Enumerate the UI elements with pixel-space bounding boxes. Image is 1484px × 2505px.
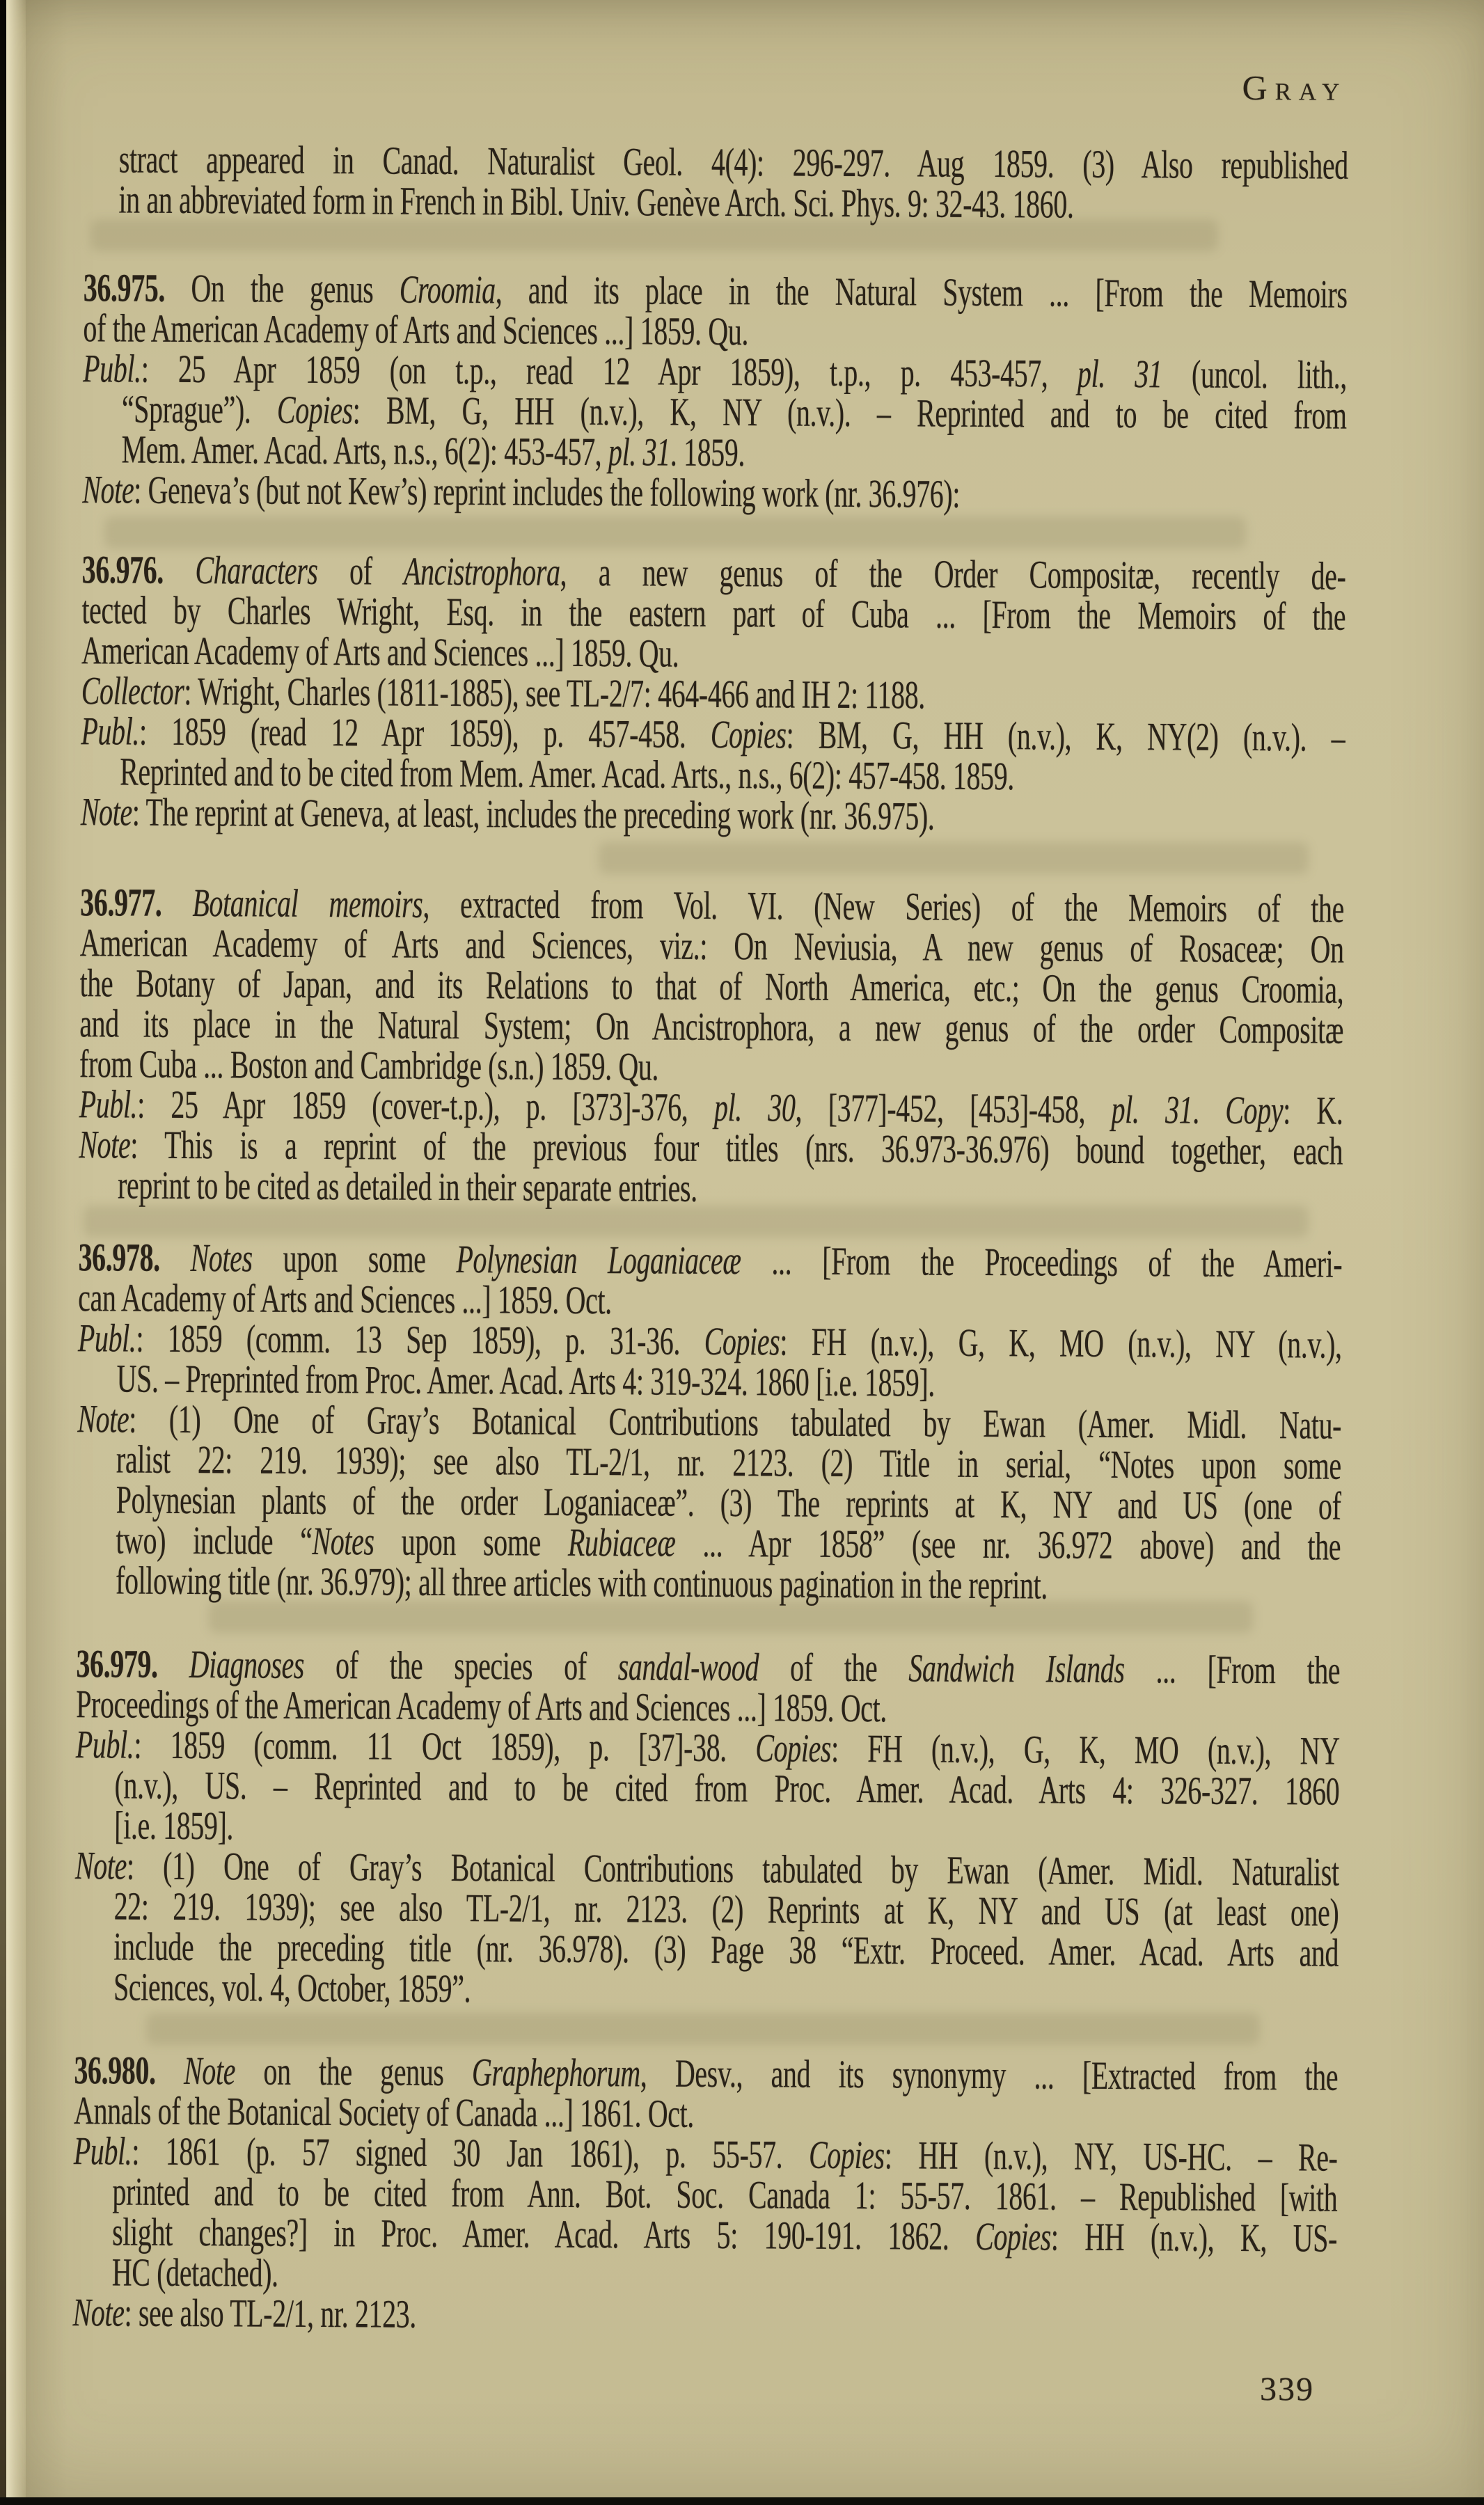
entry-36-975 xyxy=(82,268,1348,517)
text-line: Note: see also TL-2/1, nr. 2123. xyxy=(72,2291,417,2337)
text-line: Publ.: 25 Apr 1859 (cover-t.p.), p. [373]-376, pl. 30, [377]-452, [453]-458, pl. 31. Copy: K. xyxy=(79,1082,1343,1133)
text-line: of the American Academy of Arts and Sciences ...] 1859. Qu. xyxy=(83,306,749,354)
text-line: Publ.: 1861 (p. 57 signed 30 Jan 1861), p. 55-57. Copies: HH (n.v.), NY, US-HC. – Re- xyxy=(73,2129,1338,2180)
text-line: Polynesian plants of the order Loganiaceæ”. (3) The reprints at K, NY and US (one of xyxy=(116,1478,1341,1528)
text-line: Mem. Amer. Acad. Arts, n.s., 6(2): 453-457, pl. 31. 1859. xyxy=(121,427,745,475)
text-line: Note: (1) One of Gray’s Botanical Contributions tabulated by Ewan (Amer. Midl. Naturalist xyxy=(74,1844,1339,1895)
text-line: following title (nr. 36.979); all three articles with continuous pagination in the reprint. xyxy=(115,1558,1048,1608)
text-line: include the preceding title (nr. 36.978). (3) Page 38 “Extr. Proceed. Amer. Acad. Arts and xyxy=(113,1925,1339,1975)
text-line: two) include “Notes upon some Rubiaceæ ... Apr 1858” (see nr. 36.972 above) and the xyxy=(116,1518,1341,1569)
text-line: tected by Charles Wright, Esq. in the eastern part of Cuba ... [From the Memoirs of the xyxy=(81,588,1346,639)
text-line: American Academy of Arts and Sciences ...] 1859. Qu. xyxy=(81,629,679,676)
text-line: 36.975. On the genus Croomia, and its place in the Natural System ... [From the Memoirs xyxy=(83,266,1348,317)
text-line: from Cuba ... Boston and Cambridge (s.n.) 1859. Qu. xyxy=(79,1042,659,1089)
text-line: slight changes?] in Proc. Amer. Acad. Arts 5: 190-191. 1862. Copies: HH (n.v.), K, US- xyxy=(112,2210,1338,2261)
text-line: Publ.: 25 Apr 1859 (on t.p., read 12 Apr 1859), t.p., p. 453-457, pl. 31 (uncol. lith., xyxy=(83,347,1348,397)
text-line: 36.976. Characters of Ancistrophora, a new genus of the Order Compositæ, recently de- xyxy=(81,548,1346,599)
text-line: Publ.: 1859 (comm. 11 Oct 1859), p. [37]-38. Copies: FH (n.v.), G, K, MO (n.v.), NY xyxy=(75,1723,1340,1773)
text-line: stract appeared in Canad. Naturalist Geol. 4(4): 296-297. Aug 1859. (3) Also republished xyxy=(118,137,1349,188)
text-line: 36.980. Note on the genus Graphephorum, Desv., and its synonymy ... [Extracted from the xyxy=(74,2048,1339,2099)
text-line: the Botany of Japan, and its Relations to that of North America, etc.; On the genus Croomia, xyxy=(79,961,1344,1012)
text-line: Note: Geneva’s (but not Kew’s) reprint includes the following work (nr. 36.976): xyxy=(82,468,961,516)
text-line: 36.978. Notes upon some Polynesian Loganiaceæ ... [From the Proceedings of the Ameri- xyxy=(78,1235,1343,1286)
page-number: 339 xyxy=(1259,2371,1315,2408)
text-line: (n.v.), US. – Reprinted and to be cited from Proc. Amer. Acad. Arts 4: 326-327. 1860 xyxy=(114,1763,1340,1814)
text-line: Proceedings of the American Academy of Arts and Sciences ...] 1859. Oct. xyxy=(76,1682,887,1731)
text-line: Note: (1) One of Gray’s Botanical Contributions tabulated by Ewan (Amer. Midl. Natu- xyxy=(77,1397,1342,1448)
text-line: [i.e. 1859]. xyxy=(114,1803,234,1849)
text-line: HC (detached). xyxy=(111,2250,278,2295)
text-line: Collector: Wright, Charles (1811-1885), see TL-2/7: 464-466 and IH 2: 1188. xyxy=(81,669,926,718)
text-line: ralist 22: 219. 1939); see also TL-2/1, nr. 2123. (2) Title in serial, “Notes upon some xyxy=(116,1437,1341,1488)
entry-36-979 xyxy=(74,1644,1341,2014)
text-line: US. – Preprinted from Proc. Amer. Acad. Arts 4: 319-324. 1860 [i.e. 1859]. xyxy=(116,1357,936,1405)
text-line: Note: This is a reprint of the previous four titles (nrs. 36.973-36.976) bound together, each xyxy=(79,1123,1343,1174)
text-line: 36.979. Diagnoses of the species of sandal-wood of the Sandwich Islands ... [From the xyxy=(76,1642,1341,1693)
text-line: in an abbreviated form in French in Bibl. Univ. Genève Arch. Sci. Phys. 9: 32-43. 1860. xyxy=(118,177,1074,227)
text-line: 22: 219. 1939); see also TL-2/1, nr. 2123. (2) Reprints at K, NY and US (at least one) xyxy=(113,1884,1339,1935)
text-line: Reprinted and to be cited from Mem. Amer. Acad. Arts., n.s., 6(2): 457-458. 1859. xyxy=(120,750,1015,799)
text-line: and its place in the Natural System; On Ancistrophora, a new genus of the order Compositæ xyxy=(79,1002,1344,1052)
text-line: Publ.: 1859 (read 12 Apr 1859), p. 457-458. Copies: BM, G, HH (n.v.), K, NY(2) (n.v.). – xyxy=(81,709,1345,760)
text-line: Publ.: 1859 (comm. 13 Sep 1859), p. 31-36. Copies: FH (n.v.), G, K, MO (n.v.), NY (n.v.), xyxy=(77,1316,1342,1367)
text-line: Note: The reprint at Geneva, at least, includes the preceding work (nr. 36.975). xyxy=(80,790,935,839)
entry-36-980 xyxy=(72,2050,1338,2340)
text-line: printed and to be cited from Ann. Bot. Soc. Canada 1: 55-57. 1861. – Republished [with xyxy=(112,2170,1338,2220)
text-line: American Academy of Arts and Sciences, viz.: On Neviusia, A new genus of Rosaceæ; On xyxy=(79,921,1344,972)
running-head: Gray xyxy=(1242,68,1348,108)
carryover-paragraph xyxy=(118,139,1348,226)
entry-36-976 xyxy=(81,550,1346,839)
entry-36-977 xyxy=(79,880,1345,1212)
text-line: 36.977. Botanical memoirs, extracted from Vol. VI. (New Series) of the Memoirs of the xyxy=(80,880,1345,931)
text-line: Annals of the Botanical Society of Canada ...] 1861. Oct. xyxy=(73,2089,695,2136)
text-line: “Sprague”). Copies: BM, G, HH (n.v.), K, NY (n.v.). – Reprinted and to be cited from xyxy=(121,387,1347,438)
text-line: can Academy of Arts and Sciences ...] 1859. Oct. xyxy=(78,1276,612,1323)
text-line: Sciences, vol. 4, October, 1859”. xyxy=(113,1965,471,2012)
text-line: reprint to be cited as detailed in their separate entries. xyxy=(117,1163,697,1210)
entry-36-978 xyxy=(77,1235,1343,1608)
